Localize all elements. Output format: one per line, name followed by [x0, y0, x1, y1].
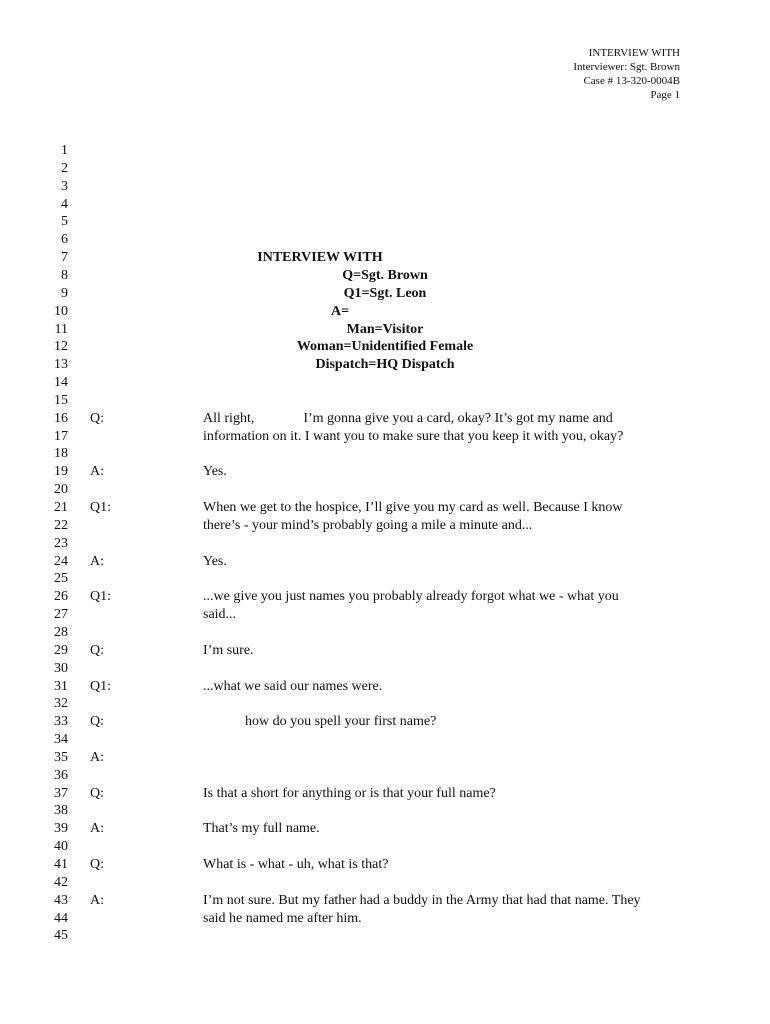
line-number: 23 [54, 535, 68, 551]
speaker-label: Q: [90, 642, 104, 658]
line-number: 13 [54, 357, 68, 373]
speaker-label: Q1: [90, 500, 111, 515]
line-number: 39 [54, 821, 68, 837]
line-number: 8 [61, 267, 68, 283]
transcript-line [0, 553, 770, 571]
transcript-line [0, 196, 770, 214]
transcript-line [0, 642, 770, 660]
transcript-line [0, 927, 770, 945]
transcript-line [0, 660, 770, 678]
dialogue-text: there’s - your mind’s probably going a mile a minute and... [203, 517, 533, 533]
transcript-line [0, 535, 770, 553]
dialogue-text: said... [203, 607, 237, 623]
transcript-line [0, 749, 770, 767]
dialogue-text: All right, I’m gonna give you a card, okay? It’s got my name and [203, 410, 613, 426]
line-number: 15 [54, 392, 68, 408]
title-block-line: Q1=Sgt. Leon [343, 285, 427, 301]
dialogue-text: how do you spell your first name? [203, 714, 437, 730]
transcript-line [0, 249, 770, 267]
line-number: 44 [54, 910, 68, 926]
transcript-line [0, 713, 770, 731]
title-block-line: A= [330, 303, 350, 319]
transcript-line [0, 731, 770, 749]
line-number: 9 [61, 285, 68, 301]
header-interviewer: Interviewer: Sgt. Brown [573, 61, 680, 73]
speaker-label: A: [90, 464, 104, 480]
header-case-number: Case # 13-320-0004B [583, 75, 680, 87]
transcript-line [0, 392, 770, 410]
speaker-label: Q1: [90, 678, 111, 694]
transcript-line [0, 606, 770, 624]
transcript-line [0, 624, 770, 642]
speaker-label: A: [90, 553, 104, 569]
line-number: 14 [54, 375, 68, 391]
line-number: 4 [61, 196, 68, 212]
line-number: 12 [54, 339, 68, 355]
line-number: 18 [54, 446, 68, 462]
transcript-line [0, 838, 770, 856]
transcript-line [0, 499, 770, 517]
dialogue-text: said he named me after him. [203, 910, 362, 926]
transcript-line [0, 321, 770, 339]
line-number: 37 [54, 785, 68, 801]
transcript-line [0, 303, 770, 321]
line-number: 42 [54, 874, 68, 890]
line-number: 29 [54, 642, 68, 658]
line-number: 16 [54, 410, 68, 426]
dialogue-text: Yes. [203, 553, 227, 569]
line-number: 19 [54, 464, 68, 480]
transcript-line [0, 678, 770, 696]
line-number: 17 [54, 428, 68, 444]
title-block-line: INTERVIEW WITH [257, 250, 383, 266]
line-number: 41 [54, 857, 68, 872]
title-block-line: Q=Sgt. Brown [342, 267, 428, 283]
line-number: 34 [54, 732, 68, 748]
line-number: 5 [61, 214, 68, 230]
line-number: 33 [54, 714, 68, 730]
transcript-line [0, 178, 770, 196]
dialogue-text: ...we give you just names you probably already forgot what we - what you [203, 589, 619, 605]
transcript-line [0, 267, 770, 285]
line-number: 30 [54, 660, 68, 676]
transcript-line [0, 463, 770, 481]
line-number: 20 [54, 482, 68, 498]
speaker-label: Q1: [90, 589, 111, 605]
transcript-line [0, 374, 770, 392]
line-number: 35 [54, 749, 68, 765]
title-block-line: Man=Visitor [346, 321, 424, 337]
transcript-line [0, 338, 770, 356]
transcript-line [0, 695, 770, 713]
header-title: INTERVIEW WITH [588, 47, 680, 59]
speaker-label: Q: [90, 857, 104, 872]
line-number: 28 [54, 624, 68, 640]
transcript-line [0, 428, 770, 446]
transcript-line [0, 445, 770, 463]
speaker-label: A: [90, 749, 104, 765]
line-number: 26 [54, 589, 68, 605]
transcript-line [0, 285, 770, 303]
transcript-line [0, 892, 770, 910]
page-header [573, 46, 680, 102]
line-number: 11 [54, 321, 68, 337]
transcript-line [0, 160, 770, 178]
title-block-line: Dispatch=HQ Dispatch [315, 357, 455, 373]
line-number: 31 [54, 678, 68, 694]
line-number: 7 [61, 250, 68, 266]
transcript-line [0, 213, 770, 231]
speaker-label: A: [90, 821, 104, 837]
line-number: 21 [54, 500, 68, 515]
transcript-line [0, 570, 770, 588]
transcript-line [0, 767, 770, 785]
transcript-line [0, 410, 770, 428]
transcript-line [0, 802, 770, 820]
line-number: 24 [54, 553, 68, 569]
speaker-label: Q: [90, 785, 104, 801]
line-number: 10 [54, 303, 68, 319]
line-number: 27 [54, 607, 68, 623]
transcript-line [0, 588, 770, 606]
transcript-line [0, 820, 770, 838]
transcript-line [0, 874, 770, 892]
line-number: 2 [61, 160, 68, 176]
transcript-line [0, 142, 770, 160]
line-number: 32 [54, 696, 68, 712]
line-number: 3 [61, 178, 68, 194]
line-number: 1 [61, 143, 68, 158]
line-number: 40 [54, 839, 68, 855]
line-number: 25 [54, 571, 68, 587]
transcript-line [0, 910, 770, 928]
dialogue-text: When we get to the hospice, I’ll give you my card as well. Because I know [203, 500, 623, 515]
dialogue-text: That’s my full name. [203, 821, 320, 837]
speaker-label: Q: [90, 410, 104, 426]
dialogue-text: What is - what - uh, what is that? [203, 857, 389, 872]
transcript-line [0, 356, 770, 374]
dialogue-text: I’m sure. [203, 642, 254, 658]
dialogue-text: information on it. I want you to make sure that you keep it with you, okay? [203, 428, 624, 444]
transcript-line [0, 517, 770, 535]
transcript-line [0, 785, 770, 803]
transcript-line [0, 231, 770, 249]
header-page-number: Page 1 [650, 89, 680, 101]
transcript-line [0, 856, 770, 874]
line-number: 6 [61, 232, 68, 248]
line-number: 38 [54, 803, 68, 819]
line-number: 45 [54, 928, 68, 944]
dialogue-text: I’m not sure. But my father had a buddy in the Army that had that name. They [203, 892, 641, 908]
dialogue-text: Yes. [203, 464, 227, 480]
speaker-label: Q: [90, 714, 104, 730]
title-block-line: Woman=Unidentified Female [296, 339, 474, 355]
dialogue-text: Is that a short for anything or is that your full name? [203, 785, 496, 801]
line-number: 22 [54, 517, 68, 533]
speaker-label: A: [90, 892, 104, 908]
line-number: 36 [54, 767, 68, 783]
transcript-line [0, 481, 770, 499]
line-number: 43 [54, 892, 68, 908]
dialogue-text: ...what we said our names were. [203, 678, 383, 694]
